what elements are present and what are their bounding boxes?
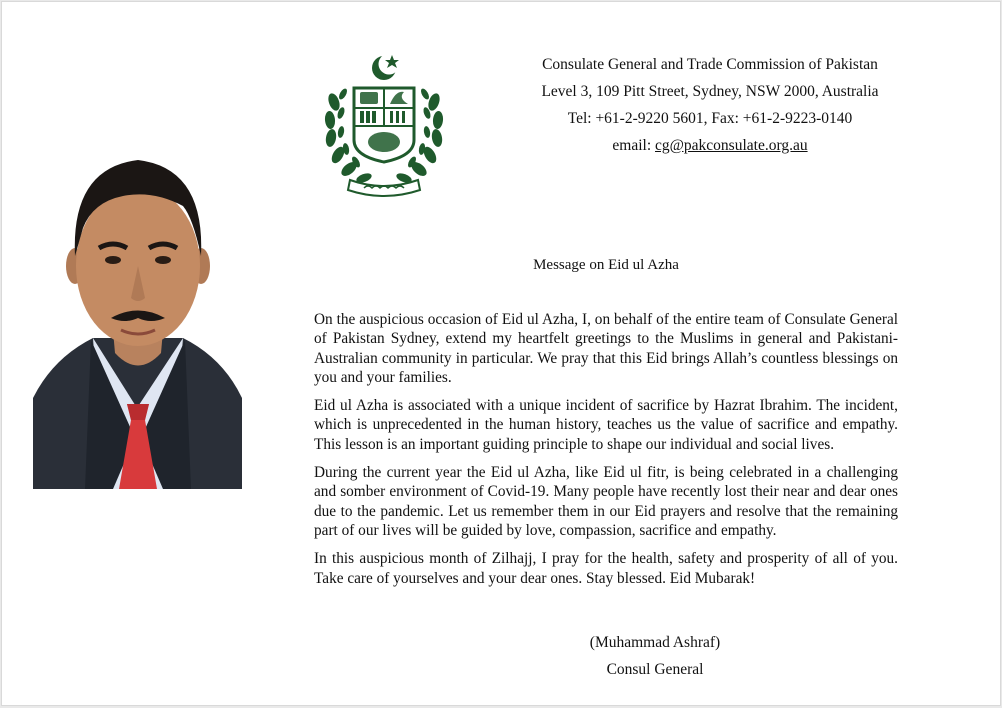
message-paragraph: During the current year the Eid ul Azha, like Eid ul fitr, is being celebrated in a challenging and somber environment of Covid-19. Many people have recently lost their near and dear ones due to the pandemic. Let us remember them in our Eid prayers and resolve that the remaining part of our lives will be guided by love, compassion, sacrifice and empathy. xyxy=(314,464,898,539)
letter-page xyxy=(1,1,1001,706)
signatory-name: (Muhammad Ashraf) xyxy=(589,634,721,651)
email-line xyxy=(500,132,920,159)
message-title: Message on Eid ul Azha xyxy=(533,257,679,273)
message-paragraph: Eid ul Azha is associated with a unique incident of sacrifice by Hazrat Ibrahim. The incident, which is unprecedented in the human history, teaches us the value of sacrifice and empathy. This lesson is an important guiding principle to shape our individual and social lives. xyxy=(314,397,898,453)
message-paragraph: On the auspicious occasion of Eid ul Azha, I, on behalf of the entire team of Consulate General of Pakistan Sydney, extend my heartfelt greetings to the Muslims in general and Pakistani-Australian community in particular. We pray that this Eid brings Allah’s countless blessings on you and your families. xyxy=(314,311,898,386)
address-line: Level 3, 109 Pitt Street, Sydney, NSW 2000, Australia xyxy=(541,83,879,100)
email-link[interactable]: cg@pakconsulate.org.au xyxy=(655,137,808,154)
signatory-designation: Consul General xyxy=(606,661,704,678)
phone-fax-line: Tel: +61-2-9220 5601, Fax: +61-2-9223-0140 xyxy=(567,110,853,127)
message-paragraph: In this auspicious month of Zilhajj, I pray for the health, safety and prosperity of all of you. Take care of yourselves and your dear ones. Stay blessed. Eid Mubarak! xyxy=(314,550,898,587)
message-body xyxy=(314,310,898,597)
email-label: email: xyxy=(612,137,656,154)
signature-block xyxy=(550,629,760,683)
letterhead xyxy=(500,51,920,159)
organization-name: Consulate General and Trade Commission of Pakistan xyxy=(542,56,878,73)
consul-general-portrait xyxy=(33,148,242,489)
state-emblem-icon xyxy=(320,52,448,200)
